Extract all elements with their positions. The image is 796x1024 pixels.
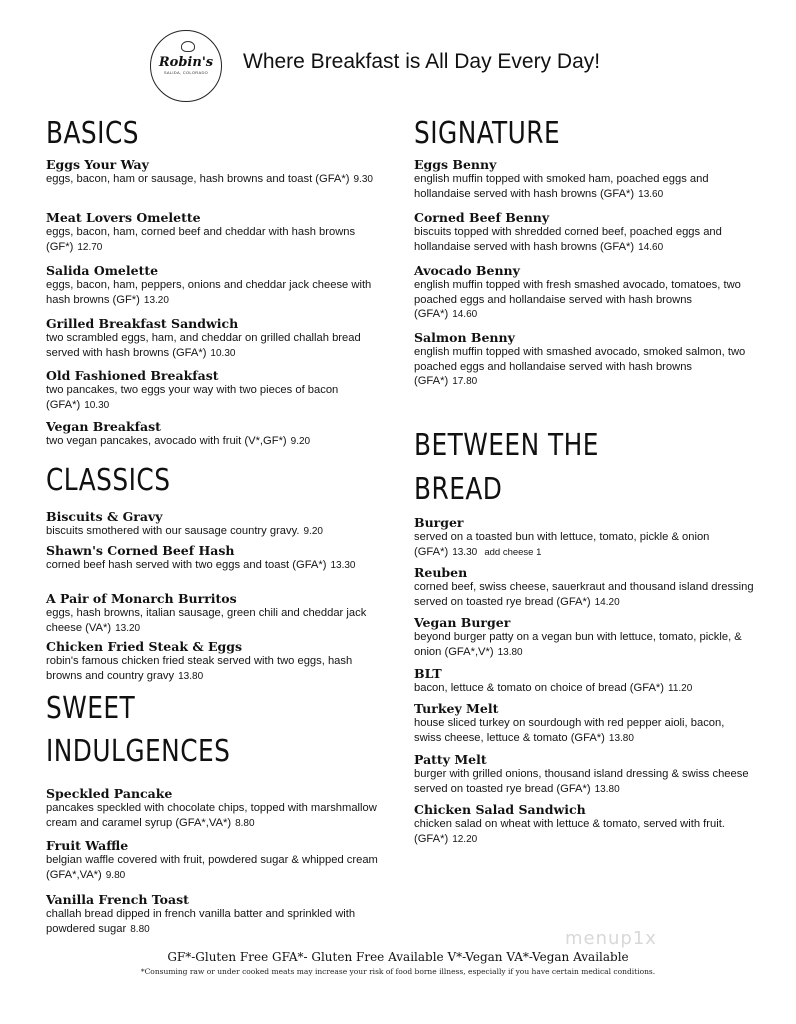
item-price: 9.20 — [290, 436, 311, 447]
item-extra: add cheese 1 — [484, 546, 542, 558]
menu-item — [414, 666, 754, 697]
item-description: eggs, bacon, ham, corned beef and cheddar with hash browns (GF*) 12.70 — [46, 226, 356, 253]
item-price: 13.80 — [608, 732, 634, 744]
menu-item — [46, 263, 386, 308]
item-description: robin's famous chicken fried steak served with two eggs, hash browns and country gravy 13.80 — [46, 655, 353, 682]
section-title-basics: BASICS — [46, 116, 139, 151]
menu-item — [414, 515, 754, 560]
item-name: Vegan Burger — [414, 615, 511, 630]
item-name: Biscuits & Gravy — [46, 509, 163, 524]
menu-item — [414, 802, 754, 847]
item-name: Vegan Breakfast — [46, 419, 161, 434]
item-price: 12.20 — [452, 833, 478, 845]
item-name: Meat Lovers Omelette — [46, 210, 201, 225]
item-description: eggs, bacon, ham or sausage, hash browns and toast (GFA*) 9.30 — [46, 173, 373, 185]
item-price: 12.70 — [77, 241, 103, 253]
menu-item — [46, 786, 386, 831]
item-description: two vegan pancakes, avocado with fruit (V*,GF*) 9.20 — [46, 435, 311, 447]
item-price: 14.60 — [638, 241, 664, 253]
section-title-sweet-line1: SWEET — [46, 691, 136, 726]
item-price: 17.80 — [452, 376, 478, 387]
item-name: Chicken Salad Sandwich — [414, 802, 586, 817]
item-description: two pancakes, two eggs your way with two pieces of bacon (GFA*) 10.30 — [46, 384, 339, 411]
menu-item — [414, 565, 754, 610]
item-name: Old Fashioned Breakfast — [46, 368, 219, 383]
tagline: Where Breakfast is All Day Every Day! — [243, 50, 601, 73]
item-price: 9.80 — [105, 869, 126, 881]
restaurant-logo — [150, 30, 222, 102]
item-description: eggs, bacon, ham, peppers, onions and cheddar jack cheese with hash browns (GF*) 13.20 — [46, 279, 372, 306]
item-name: Avocado Benny — [414, 263, 520, 278]
item-description: two scrambled eggs, ham, and cheddar on grilled challah bread served with hash browns (GFA*) 10.30 — [46, 332, 361, 359]
item-description: english muffin topped with smoked ham, poached eggs and hollandaise served with hash browns (GFA*) 13.60 — [414, 173, 709, 200]
menu-item — [46, 838, 386, 883]
item-name: Fruit Waffle — [46, 838, 129, 853]
item-price: 9.20 — [303, 526, 323, 537]
section-title-classics: CLASSICS — [46, 463, 171, 498]
item-price: 13.60 — [638, 188, 664, 200]
item-name: BLT — [414, 666, 442, 681]
section-title-sweet-line2: INDULGENCES — [46, 734, 231, 769]
item-price: 13.20 — [115, 622, 141, 634]
item-description: belgian waffle covered with fruit, powdered sugar & whipped cream (GFA*,VA*) 9.80 — [46, 854, 378, 881]
menu-item — [414, 701, 754, 746]
item-name: Reuben — [414, 565, 468, 580]
section-title-bread-line2: BREAD — [414, 472, 503, 507]
menu-item — [414, 263, 754, 323]
item-name: Turkey Melt — [414, 701, 499, 716]
item-description: corned beef, swiss cheese, sauerkraut and thousand island dressing served on toasted rye bread (GFA*) 14.20 — [414, 581, 754, 608]
item-name: Burger — [414, 515, 464, 530]
item-description: challah bread dipped in french vanilla batter and sprinkled with powdered sugar 8.80 — [46, 908, 356, 935]
item-description: served on a toasted bun with lettuce, tomato, pickle & onion (GFA*) 13.30 add cheese 1 — [414, 531, 710, 558]
menu-item — [414, 210, 754, 255]
item-description: beyond burger patty on a vegan bun with lettuce, tomato, pickle, & onion (GFA*,V*) 13.80 — [414, 631, 742, 658]
section-title-bread-line1: BETWEEN THE — [414, 428, 599, 463]
item-name: Patty Melt — [414, 752, 487, 767]
item-name: Corned Beef Benny — [414, 210, 550, 225]
menu-item — [46, 543, 386, 574]
menu-item — [414, 615, 754, 660]
item-description: biscuits smothered with our sausage country gravy. 9.20 — [46, 525, 323, 537]
item-description: pancakes speckled with chocolate chips, topped with marshmallow cream and caramel syrup (GFA*,VA*) 8.80 — [46, 802, 377, 829]
menu-item — [46, 316, 386, 361]
item-name: Speckled Pancake — [46, 786, 173, 801]
item-price: 8.80 — [235, 817, 255, 829]
menu-item — [46, 892, 386, 937]
item-description: chicken salad on wheat with lettuce & tomato, served with fruit. (GFA*) 12.20 — [414, 818, 725, 845]
item-description: corned beef hash served with two eggs and toast (GFA*) 13.30 — [46, 559, 356, 571]
item-description: english muffin topped with fresh smashed avocado, tomatoes, two poached eggs and hollandaise served with hash browns (GFA*) 14.60 — [414, 279, 741, 320]
item-name: Shawn's Corned Beef Hash — [46, 543, 235, 558]
menu-item — [46, 368, 386, 413]
menu-item — [46, 509, 386, 540]
menu-item — [414, 752, 754, 797]
item-description: english muffin topped with smashed avocado, smoked salmon, two poached eggs and hollandaise served with hash browns (GFA*) 17.80 — [414, 346, 746, 387]
dietary-legend: GF*-Gluten Free GFA*- Gluten Free Available V*-Vegan VA*-Vegan Available — [167, 950, 629, 964]
item-price: 13.80 — [594, 783, 620, 795]
item-name: Vanilla French Toast — [46, 892, 189, 907]
item-name: Grilled Breakfast Sandwich — [46, 316, 239, 331]
menu-item — [414, 330, 754, 390]
menu-item — [46, 591, 386, 636]
item-price: 13.80 — [178, 670, 204, 682]
item-name: Salida Omelette — [46, 263, 159, 278]
menu-item — [46, 419, 386, 450]
section-title-signature: SIGNATURE — [414, 116, 561, 151]
item-price: 11.20 — [668, 683, 693, 694]
bird-icon — [181, 41, 195, 52]
item-price: 13.20 — [143, 294, 169, 306]
item-price: 10.30 — [84, 399, 110, 411]
item-price: 13.30 — [452, 546, 478, 558]
item-description: eggs, hash browns, italian sausage, green chili and cheddar jack cheese (VA*) 13.20 — [46, 607, 367, 634]
item-description: house sliced turkey on sourdough with red pepper aioli, bacon, swiss cheese, lettuce & tomato (GFA*) 13.80 — [414, 717, 725, 744]
item-price: 14.20 — [594, 596, 620, 608]
item-price: 13.80 — [497, 646, 523, 658]
menu-item — [46, 639, 386, 684]
item-price: 10.30 — [210, 347, 236, 359]
item-description: bacon, lettuce & tomato on choice of bread (GFA*) 11.20 — [414, 682, 693, 694]
item-description: biscuits topped with shredded corned beef, poached eggs and hollandaise served with hash browns (GFA*) 14.60 — [414, 226, 722, 253]
item-price: 8.80 — [130, 923, 150, 935]
item-name: Eggs Benny — [414, 157, 497, 172]
item-name: A Pair of Monarch Burritos — [46, 591, 237, 606]
menu-item — [46, 157, 386, 188]
item-price: 14.60 — [452, 309, 478, 320]
item-name: Salmon Benny — [414, 330, 515, 345]
item-price: 9.30 — [353, 174, 373, 185]
item-name: Chicken Fried Steak & Eggs — [46, 639, 243, 654]
menu-item — [414, 157, 754, 202]
item-name: Eggs Your Way — [46, 157, 149, 172]
food-safety-disclaimer: *Consuming raw or under cooked meats may increase your risk of food borne illness, especially if you have certain medical conditions. — [140, 967, 656, 976]
logo-subtitle: SALIDA, COLORADO — [163, 70, 209, 75]
watermark: menup1x — [565, 928, 657, 949]
menu-item — [46, 210, 386, 255]
item-description: burger with grilled onions, thousand island dressing & swiss cheese served on toasted rye bread (GFA*) 13.80 — [414, 768, 749, 795]
logo-name: Robin's — [158, 55, 214, 70]
item-price: 13.30 — [330, 560, 356, 571]
